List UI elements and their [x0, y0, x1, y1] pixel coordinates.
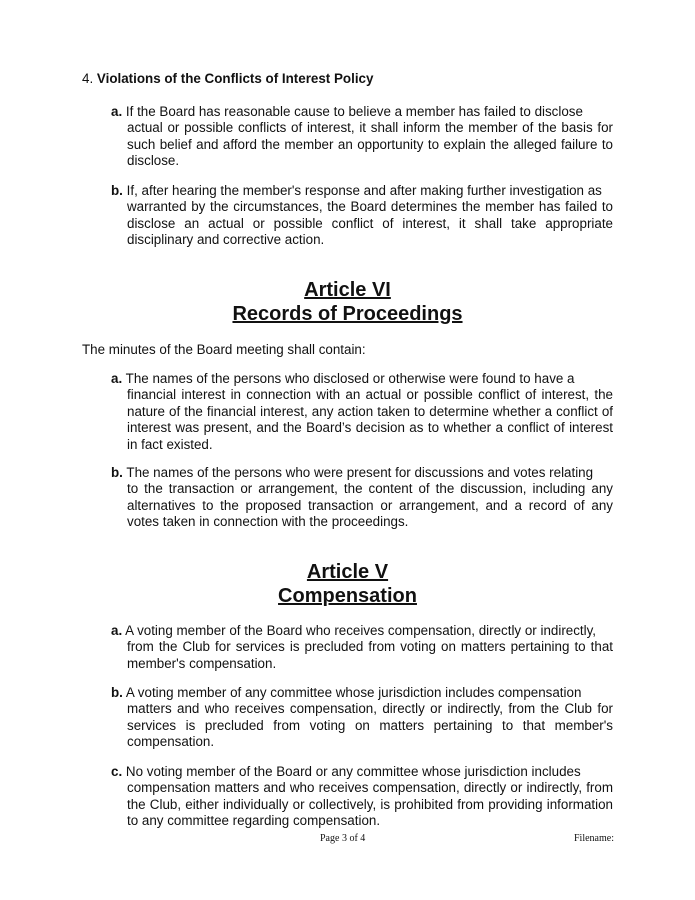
item-continuation: matters and who receives compensation, directly or indirectly, from the Club for services is precluded from voting on matters pertaining to that member's compensation. [127, 701, 613, 750]
section-title: Violations of the Conflicts of Interest Policy [96, 71, 374, 86]
item-continuation: to the transaction or arrangement, the content of the discussion, including any alternatives to the proposed transaction or arrangement, and a record of any votes taken in connection with the proceedings. [127, 481, 613, 530]
list-item [111, 183, 613, 249]
article-title: Article V [306, 561, 389, 583]
item-label: a. [111, 104, 123, 119]
item-label: a. [111, 623, 123, 638]
list-item [111, 465, 613, 531]
item-first-line: No voting member of the Board or any committee whose jurisdiction includes [125, 764, 581, 779]
item-continuation: actual or possible conflicts of interest, it shall inform the member of the basis for such belief and afford the member an opportunity to explain the alleged failure to disclose. [127, 120, 613, 169]
list-item [111, 104, 613, 170]
item-continuation: warranted by the circumstances, the Board determines the member has failed to disclose an actual or possible conflict of interest, it shall take appropriate disciplinary and corrective action. [127, 199, 613, 248]
item-first-line: If, after hearing the member's response and after making further investigation as [126, 183, 602, 198]
item-first-line: A voting member of any committee whose jurisdiction includes compensation [125, 685, 582, 700]
page-number: Page 3 of 4 [320, 833, 366, 844]
item-label: c. [111, 764, 123, 779]
article-subtitle: Records of Proceedings [232, 303, 463, 325]
item-first-line: The names of the persons who disclosed or otherwise were found to have a [125, 371, 575, 386]
section-number: 4. [82, 71, 94, 86]
list-item [111, 685, 613, 751]
item-first-line: If the Board has reasonable cause to believe a member has failed to disclose [125, 104, 583, 119]
item-continuation: compensation matters and who receives compensation, directly or indirectly, from the Club, either individually or collectively, is prohibited from providing information to any committee regarding compensation. [127, 780, 613, 829]
article-5-heading [0, 560, 695, 608]
item-first-line: The names of the persons who were present for discussions and votes relating [126, 465, 594, 480]
article-subtitle: Compensation [278, 585, 417, 607]
list-item [111, 623, 613, 672]
item-label: a. [111, 371, 123, 386]
item-continuation: from the Club for services is precluded from voting on matters pertaining to that member's compensation. [127, 639, 613, 671]
item-label: b. [111, 685, 123, 700]
list-item [111, 764, 613, 830]
item-label: b. [111, 465, 123, 480]
article-intro: The minutes of the Board meeting shall contain: [82, 342, 366, 357]
section-4-heading [82, 71, 373, 86]
item-label: b. [111, 183, 123, 198]
list-item [111, 371, 613, 453]
filename-label: Filename: [574, 833, 614, 844]
item-first-line: A voting member of the Board who receives compensation, directly or indirectly, [125, 623, 597, 638]
article-title: Article VI [304, 279, 391, 301]
article-6-heading [0, 278, 695, 326]
item-continuation: financial interest in connection with an actual or possible conflict of interest, the nature of the financial interest, any action taken to determine whether a conflict of interest was present, and the Board’s decision as to whether a conflict of interest in fact existed. [127, 387, 613, 452]
